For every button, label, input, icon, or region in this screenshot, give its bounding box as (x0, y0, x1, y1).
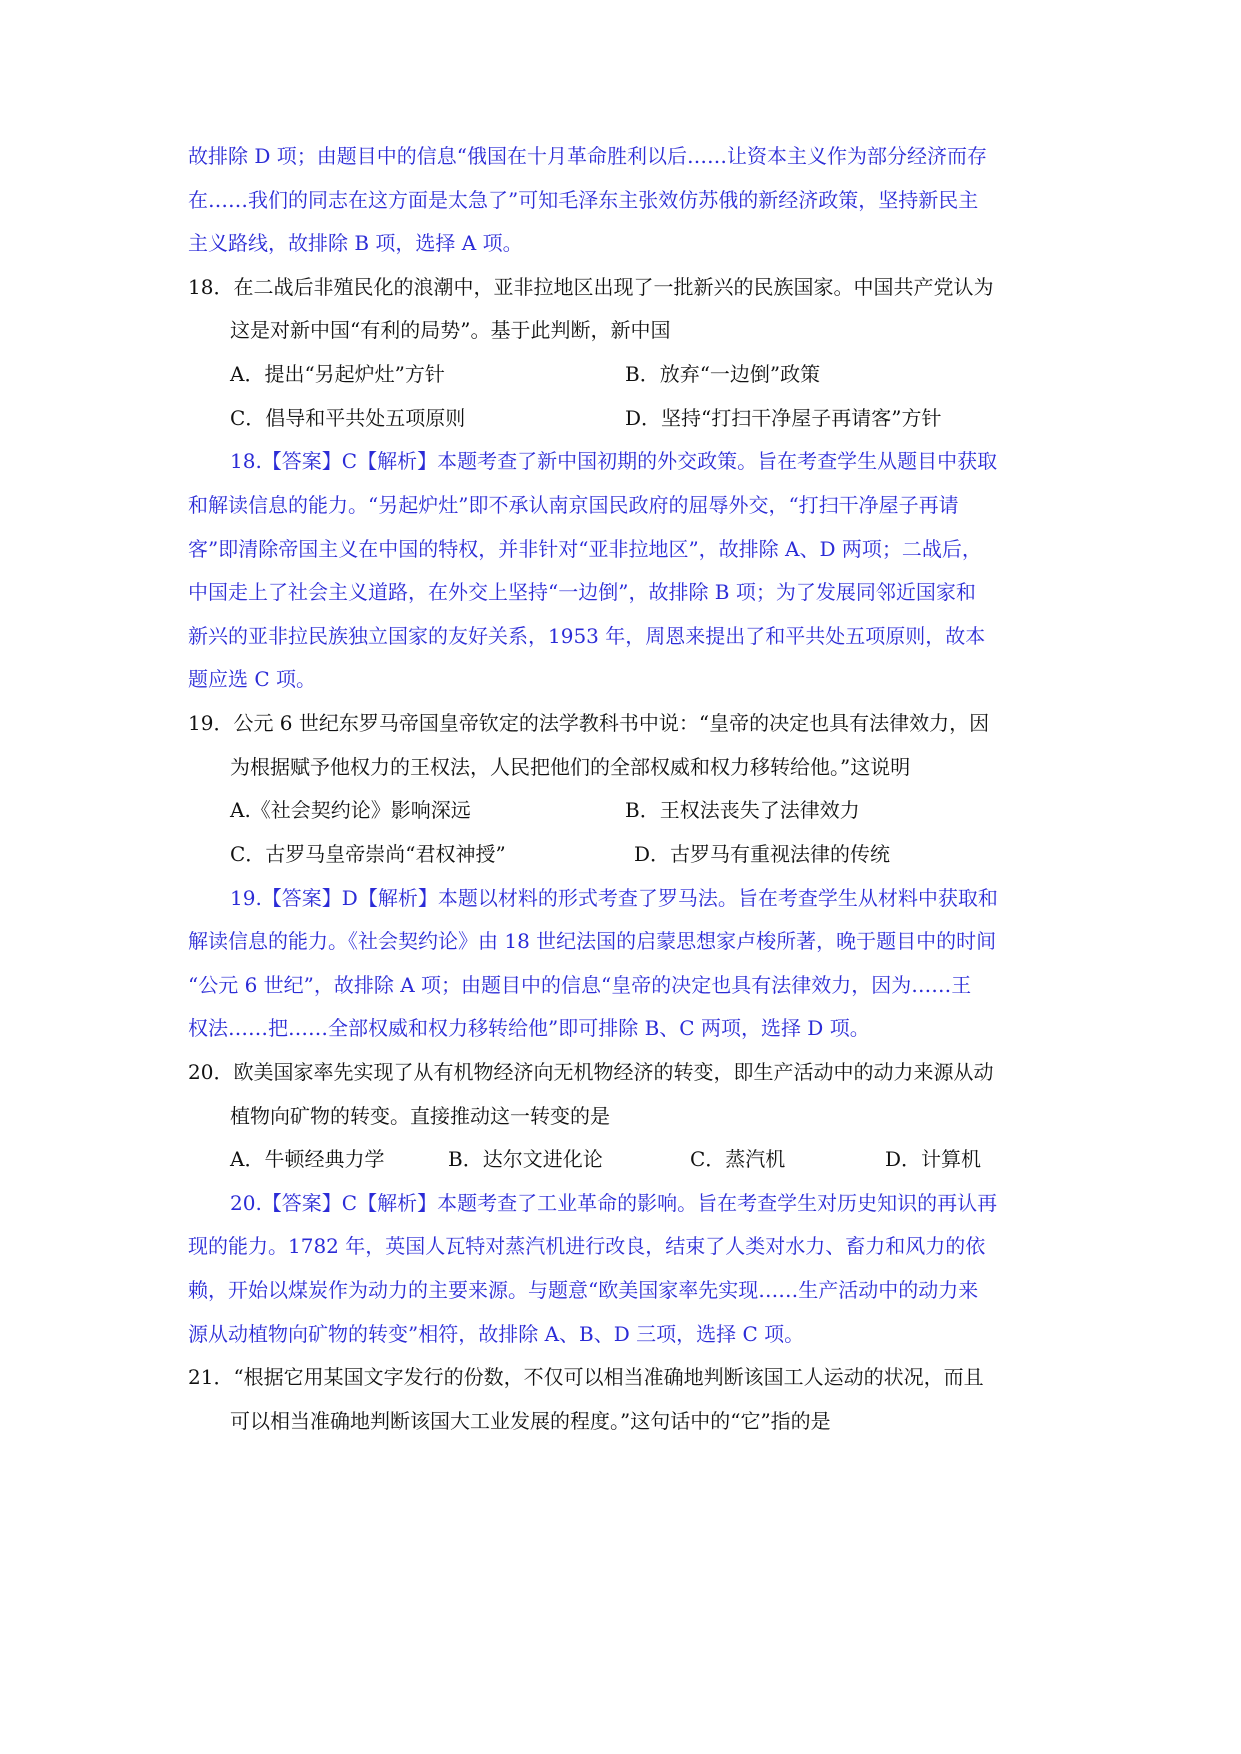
q19-explanation-line-4: 权法……把……全部权威和权力移转给他”即可排除 B、C 两项，选择 D 项。 (188, 1016, 870, 1040)
q18-option-c: C．倡导和平共处五项原则 (230, 406, 466, 430)
q19-option-d: D．古罗马有重视法律的传统 (634, 842, 891, 866)
q20-explanation-line-1: 20.【答案】C【解析】本题考查了工业革命的影响。旨在考查学生对历史知识的再认再 (230, 1191, 998, 1215)
q18-explanation-line-4: 中国走上了社会主义道路，在外交上坚持“一边倒”，故排除 B 项；为了发展同邻近国家和 (188, 580, 976, 604)
q19-explanation-line-3: “公元 6 世纪”，故排除 A 项；由题目中的信息“皇帝的决定也具有法律效力，因为……王 (188, 973, 972, 997)
q20-stem-line-2: 植物向矿物的转变。直接推动这一转变的是 (230, 1104, 610, 1128)
q19-stem-line-1: 19．公元 6 世纪东罗马帝国皇帝钦定的法学教科书中说：“皇帝的决定也具有法律效力，因 (188, 711, 990, 735)
q20-option-d: D．计算机 (885, 1147, 982, 1171)
q21-stem-line-1: 21．“根据它用某国文字发行的份数，不仅可以相当准确地判断该国工人运动的状况，而且 (188, 1365, 984, 1389)
intro-explanation-line-3: 主义路线，故排除 B 项，选择 A 项。 (188, 231, 523, 255)
q19-explanation-line-2: 解读信息的能力。《社会契约论》由 18 世纪法国的启蒙思想家卢梭所著，晚于题目中的时间 (188, 929, 997, 953)
intro-explanation-line-1: 故排除 D 项；由题目中的信息“俄国在十月革命胜利以后……让资本主义作为部分经济而存 (188, 144, 987, 168)
q20-option-c: C．蒸汽机 (690, 1147, 786, 1171)
q20-explanation-line-4: 源从动植物向矿物的转变”相符，故排除 A、B、D 三项，选择 C 项。 (188, 1322, 805, 1346)
q21-stem-line-2: 可以相当准确地判断该国大工业发展的程度。”这句话中的“它”指的是 (230, 1409, 831, 1433)
q18-option-a: A．提出“另起炉灶”方针 (230, 362, 445, 386)
q18-explanation-line-3: 客”即清除帝国主义在中国的特权，并非针对“亚非拉地区”，故排除 A、D 两项；二战后， (188, 537, 982, 561)
q19-explanation-line-1: 19.【答案】D【解析】本题以材料的形式考查了罗马法。旨在考查学生从材料中获取和 (230, 886, 998, 910)
q20-option-a: A．牛顿经典力学 (230, 1147, 385, 1171)
q18-stem-line-1: 18．在二战后非殖民化的浪潮中，亚非拉地区出现了一批新兴的民族国家。中国共产党认为 (188, 275, 994, 299)
q18-explanation-line-6: 题应选 C 项。 (188, 667, 317, 691)
q20-explanation-line-3: 赖，开始以煤炭作为动力的主要来源。与题意“欧美国家率先实现……生产活动中的动力来 (188, 1278, 979, 1302)
q19-option-c: C．古罗马皇帝崇尚“君权神授” (230, 842, 506, 866)
q20-option-b: B．达尔文进化论 (448, 1147, 603, 1171)
q20-stem-line-1: 20．欧美国家率先实现了从有机物经济向无机物经济的转变，即生产活动中的动力来源从动 (188, 1060, 994, 1084)
q18-explanation-line-1: 18.【答案】C【解析】本题考查了新中国初期的外交政策。旨在考查学生从题目中获取 (230, 449, 998, 473)
q18-option-b: B．放弃“一边倒”政策 (625, 362, 821, 386)
q18-stem-line-2: 这是对新中国“有利的局势”。基于此判断，新中国 (230, 318, 671, 342)
q18-explanation-line-5: 新兴的亚非拉民族独立国家的友好关系，1953 年，周恩来提出了和平共处五项原则，故本 (188, 624, 986, 648)
q19-option-a: A.《社会契约论》影响深远 (230, 798, 471, 822)
q18-option-d: D．坚持“打扫干净屋子再请客”方针 (625, 406, 942, 430)
q19-option-b: B．王权法丧失了法律效力 (625, 798, 860, 822)
q19-stem-line-2: 为根据赋予他权力的王权法，人民把他们的全部权威和权力移转给他。”这说明 (230, 755, 911, 779)
q20-explanation-line-2: 现的能力。1782 年，英国人瓦特对蒸汽机进行改良，结束了人类对水力、畜力和风力的依 (188, 1234, 986, 1258)
intro-explanation-line-2: 在……我们的同志在这方面是太急了”可知毛泽东主张效仿苏俄的新经济政策，坚持新民主 (188, 188, 979, 212)
q18-explanation-line-2: 和解读信息的能力。“另起炉灶”即不承认南京国民政府的屈辱外交，“打扫干净屋子再请 (188, 493, 959, 517)
